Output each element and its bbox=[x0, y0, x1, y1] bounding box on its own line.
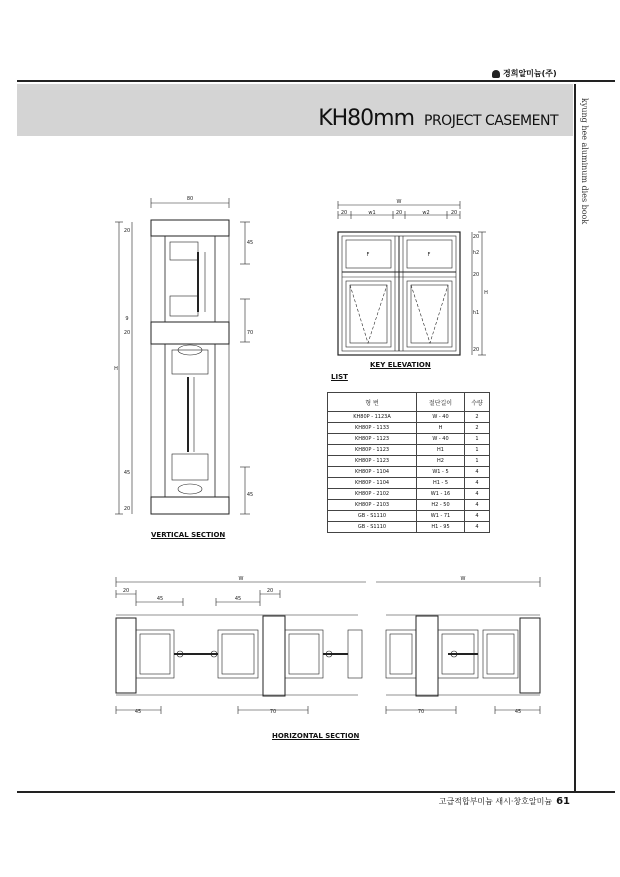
quantity: 1 bbox=[465, 434, 490, 445]
horiz-dim-70a: 70 bbox=[269, 709, 277, 715]
part-number: GB - S1110 bbox=[328, 522, 417, 533]
horiz-dim-20b: 20 bbox=[266, 588, 274, 594]
dim-70: 70 bbox=[246, 330, 254, 336]
horiz-dim-45d: 45 bbox=[514, 709, 522, 715]
footer bbox=[439, 796, 570, 807]
bottom-rule bbox=[17, 791, 615, 793]
part-number: GB - S1110 bbox=[328, 511, 417, 522]
part-number: KH80P - 1123 bbox=[328, 456, 417, 467]
horizontal-section-drawing bbox=[108, 572, 548, 720]
part-number: KH80P - 1123 bbox=[328, 445, 417, 456]
column-header: 절단길이 bbox=[417, 393, 465, 412]
model-name: KH80mm bbox=[318, 106, 415, 131]
part-number: KH80P - 1104 bbox=[328, 467, 417, 478]
footer-text: 고급적합부미늄 새시·창호알미늄 bbox=[438, 797, 553, 806]
elev-fixed-left: F bbox=[366, 252, 370, 258]
table-row bbox=[328, 412, 490, 423]
table-row bbox=[328, 489, 490, 500]
cut-length: H1 - 95 bbox=[417, 522, 465, 533]
elev-dim-h: H bbox=[484, 290, 488, 296]
elev-dim-w1: w1 bbox=[368, 210, 376, 216]
horiz-dim-w-right: W bbox=[460, 576, 466, 582]
quantity: 4 bbox=[465, 489, 490, 500]
part-number: KH80P - 1133 bbox=[328, 423, 417, 434]
cut-length: H1 - 5 bbox=[417, 478, 465, 489]
dim-20-mid: 20 bbox=[123, 330, 131, 336]
quantity: 4 bbox=[465, 467, 490, 478]
table-row bbox=[328, 423, 490, 434]
cut-length: W - 40 bbox=[417, 434, 465, 445]
cut-length: W1 - 71 bbox=[417, 511, 465, 522]
dim-top-width: 80 bbox=[186, 196, 194, 202]
horizontal-section-label: HORIZONTAL SECTION bbox=[272, 732, 360, 740]
horiz-dim-20a: 20 bbox=[122, 588, 130, 594]
column-header: 수량 bbox=[465, 393, 490, 412]
quantity: 2 bbox=[465, 423, 490, 434]
side-divider bbox=[574, 84, 576, 792]
cut-length: H2 bbox=[417, 456, 465, 467]
quantity: 2 bbox=[465, 412, 490, 423]
quantity: 4 bbox=[465, 511, 490, 522]
quantity: 4 bbox=[465, 500, 490, 511]
part-number: KH80P - 2103 bbox=[328, 500, 417, 511]
horiz-dim-w-left: W bbox=[238, 576, 244, 582]
dim-20-top: 20 bbox=[123, 228, 131, 234]
part-number: KH80P - 2102 bbox=[328, 489, 417, 500]
dim-45-left: 45 bbox=[123, 470, 131, 476]
quantity: 4 bbox=[465, 478, 490, 489]
brand-logo-icon bbox=[492, 70, 500, 78]
horiz-dim-45a: 45 bbox=[156, 596, 164, 602]
dim-h: H bbox=[114, 366, 118, 372]
table-row bbox=[328, 456, 490, 467]
brand-name: 경희알미늄(주) bbox=[503, 69, 557, 78]
vertical-section-label: VERTICAL SECTION bbox=[151, 531, 226, 539]
cut-length: H1 bbox=[417, 445, 465, 456]
horiz-dim-45c: 45 bbox=[134, 709, 142, 715]
elev-dim-w2: w2 bbox=[422, 210, 430, 216]
elev-dim-20f: 20 bbox=[472, 347, 480, 353]
brand-label bbox=[492, 68, 557, 79]
elev-dim-w: W bbox=[396, 199, 402, 205]
side-text: kyung hee aluminum dies book bbox=[580, 98, 589, 225]
part-number: KH80P - 1104 bbox=[328, 478, 417, 489]
elev-dim-20d: 20 bbox=[472, 234, 480, 240]
vertical-section-drawing bbox=[110, 192, 260, 547]
column-header: 형 번 bbox=[328, 393, 417, 412]
dim-9: 9 bbox=[125, 316, 129, 322]
page-number: 61 bbox=[556, 796, 570, 807]
table-header-row bbox=[328, 393, 490, 412]
key-elevation-drawing bbox=[330, 198, 490, 363]
dim-20-bottom: 20 bbox=[123, 506, 131, 512]
cut-length: H2 - 50 bbox=[417, 500, 465, 511]
quantity: 4 bbox=[465, 522, 490, 533]
cut-length: W - 40 bbox=[417, 412, 465, 423]
elev-dim-20c: 20 bbox=[450, 210, 458, 216]
cut-length: W1 - 16 bbox=[417, 489, 465, 500]
cut-length: W1 - 5 bbox=[417, 467, 465, 478]
top-rule bbox=[17, 80, 615, 82]
elev-dim-20b: 20 bbox=[395, 210, 403, 216]
quantity: 1 bbox=[465, 456, 490, 467]
quantity: 1 bbox=[465, 445, 490, 456]
table-row bbox=[328, 522, 490, 533]
parts-list-table bbox=[327, 392, 490, 533]
table-row bbox=[328, 467, 490, 478]
list-title: LIST bbox=[331, 373, 348, 381]
key-elevation-label: KEY ELEVATION bbox=[370, 361, 431, 369]
elev-dim-h2: h2 bbox=[472, 250, 480, 256]
elev-dim-h1: h1 bbox=[472, 310, 480, 316]
elev-dim-20a: 20 bbox=[340, 210, 348, 216]
dim-45-bottom: 45 bbox=[246, 492, 254, 498]
part-number: KH80P - 1123A bbox=[328, 412, 417, 423]
table-row bbox=[328, 434, 490, 445]
table-row bbox=[328, 511, 490, 522]
horiz-dim-70b: 70 bbox=[417, 709, 425, 715]
elev-dim-20e: 20 bbox=[472, 272, 480, 278]
cut-length: H bbox=[417, 423, 465, 434]
table-row bbox=[328, 478, 490, 489]
table-row bbox=[328, 500, 490, 511]
elev-fixed-right: F bbox=[427, 252, 431, 258]
dim-45-top: 45 bbox=[246, 240, 254, 246]
horiz-dim-45b: 45 bbox=[234, 596, 242, 602]
page-title bbox=[318, 106, 558, 131]
table-row bbox=[328, 445, 490, 456]
product-type: PROJECT CASEMENT bbox=[424, 113, 558, 129]
part-number: KH80P - 1123 bbox=[328, 434, 417, 445]
